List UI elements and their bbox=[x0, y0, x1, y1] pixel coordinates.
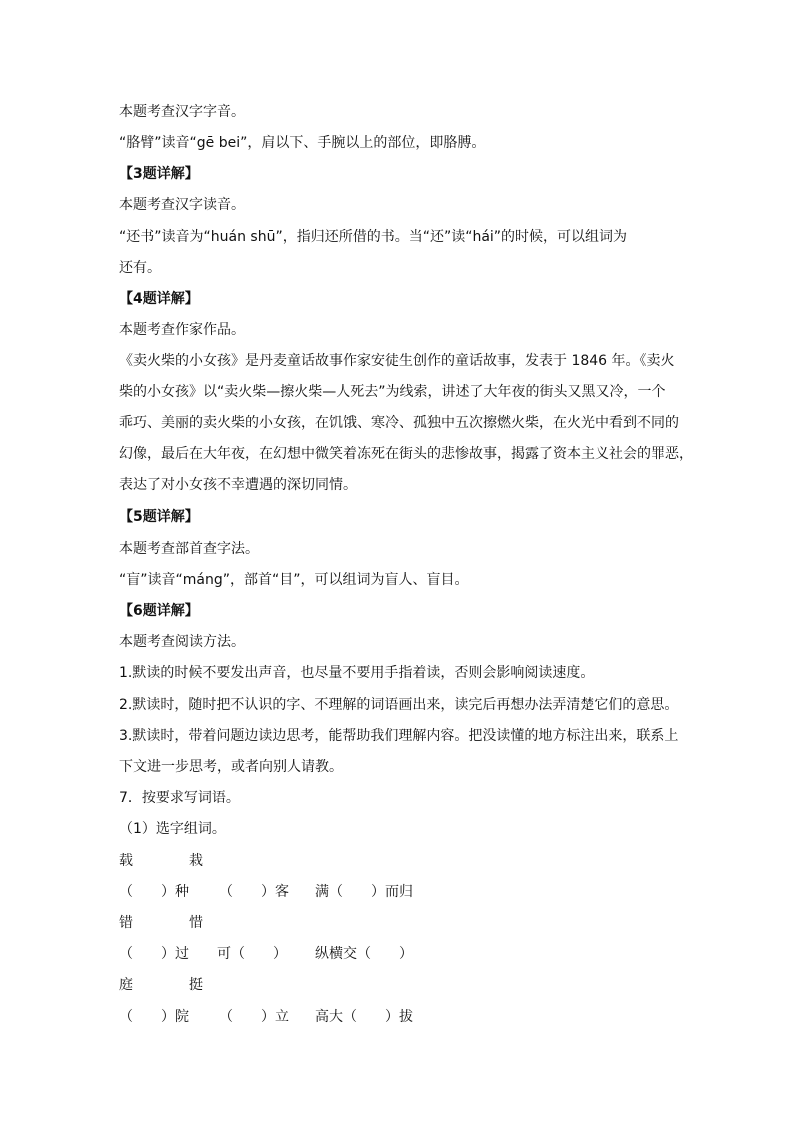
text-line: “胳臂”读音“gē bei”，肩以下、手腕以上的部位，即胳膊。 bbox=[119, 135, 486, 151]
char-option: 惜 bbox=[189, 915, 203, 931]
section-heading: 【3题详解】 bbox=[119, 166, 199, 182]
text-line: 2.默读时，随时把不认识的字、不理解的词语画出来，读完后再想办法弄清楚它们的意思。 bbox=[119, 697, 679, 713]
paragraph-reading-tip bbox=[119, 727, 679, 789]
fill-blank-item[interactable]: 满（ ）而归 bbox=[315, 884, 413, 900]
question-title: 7．按要求写词语。 bbox=[119, 790, 240, 806]
fill-blank-item[interactable]: （ ）院 bbox=[119, 1009, 189, 1025]
text-line: “还书”读音为“huán shū”，指归还所借的书。当“还”读“hái”的时候，可以组词为 bbox=[119, 229, 628, 245]
fill-blank-item[interactable]: 纵横交（ ） bbox=[315, 946, 413, 962]
fill-blank-item[interactable]: 可（ ） bbox=[217, 946, 287, 962]
char-option: 载 bbox=[119, 853, 133, 869]
text-line: “盲”读音“máng”，部首“目”，可以组词为盲人、盲目。 bbox=[119, 572, 469, 588]
question-subtitle: （1）选字组词。 bbox=[119, 821, 226, 837]
text-line: 本题考查部首查字法。 bbox=[119, 541, 259, 557]
section-heading: 【6题详解】 bbox=[119, 603, 199, 619]
paragraph-line: 下文进一步思考，或者向别人请教。 bbox=[119, 759, 343, 775]
text-line: 本题考查汉字字音。 bbox=[119, 104, 245, 120]
paragraph-line: 3.默读时，带着问题边读边思考，能帮助我们理解内容。把没读懂的地方标注出来，联系上 bbox=[119, 728, 679, 744]
text-line: 本题考查阅读方法。 bbox=[119, 634, 245, 650]
paragraph-line: 表达了对小女孩不幸遭遇的深切同情。 bbox=[119, 477, 357, 493]
section-heading: 【4题详解】 bbox=[119, 291, 199, 307]
fill-blank-item[interactable]: （ ）立 bbox=[219, 1009, 289, 1025]
paragraph-match-girl bbox=[119, 352, 693, 507]
char-option: 错 bbox=[119, 915, 133, 931]
paragraph-line: 柴的小女孩》以“卖火柴—擦火柴—人死去”为线索，讲述了大年夜的街头又黑又冷，一个 bbox=[119, 384, 666, 400]
char-option: 庭 bbox=[119, 977, 133, 993]
text-line: 1.默读的时候不要发出声音，也尽量不要用手指着读，否则会影响阅读速度。 bbox=[119, 665, 595, 681]
char-option: 挺 bbox=[189, 977, 203, 993]
fill-blank-item[interactable]: （ ）过 bbox=[119, 946, 189, 962]
paragraph-line: 《卖火柴的小女孩》是丹麦童话故事作家安徒生创作的童话故事，发表于 1846 年。《卖火 bbox=[119, 353, 675, 369]
text-line: 还有。 bbox=[119, 260, 161, 276]
fill-blank-item[interactable]: （ ）种 bbox=[119, 884, 189, 900]
char-option: 栽 bbox=[189, 853, 203, 869]
text-line: 本题考查作家作品。 bbox=[119, 322, 245, 338]
fill-blank-item[interactable]: （ ）客 bbox=[219, 884, 289, 900]
paragraph-line: 幻像，最后在大年夜，在幻想中微笑着冻死在街头的悲惨故事，揭露了资本主义社会的罪恶， bbox=[119, 446, 693, 462]
text-line: 本题考查汉字读音。 bbox=[119, 197, 245, 213]
fill-blank-item[interactable]: 高大（ ）拔 bbox=[315, 1009, 413, 1025]
section-heading: 【5题详解】 bbox=[119, 509, 199, 525]
paragraph-line: 乖巧、美丽的卖火柴的小女孩，在饥饿、寒冷、孤独中五次擦燃火柴，在火光中看到不同的 bbox=[119, 415, 679, 431]
